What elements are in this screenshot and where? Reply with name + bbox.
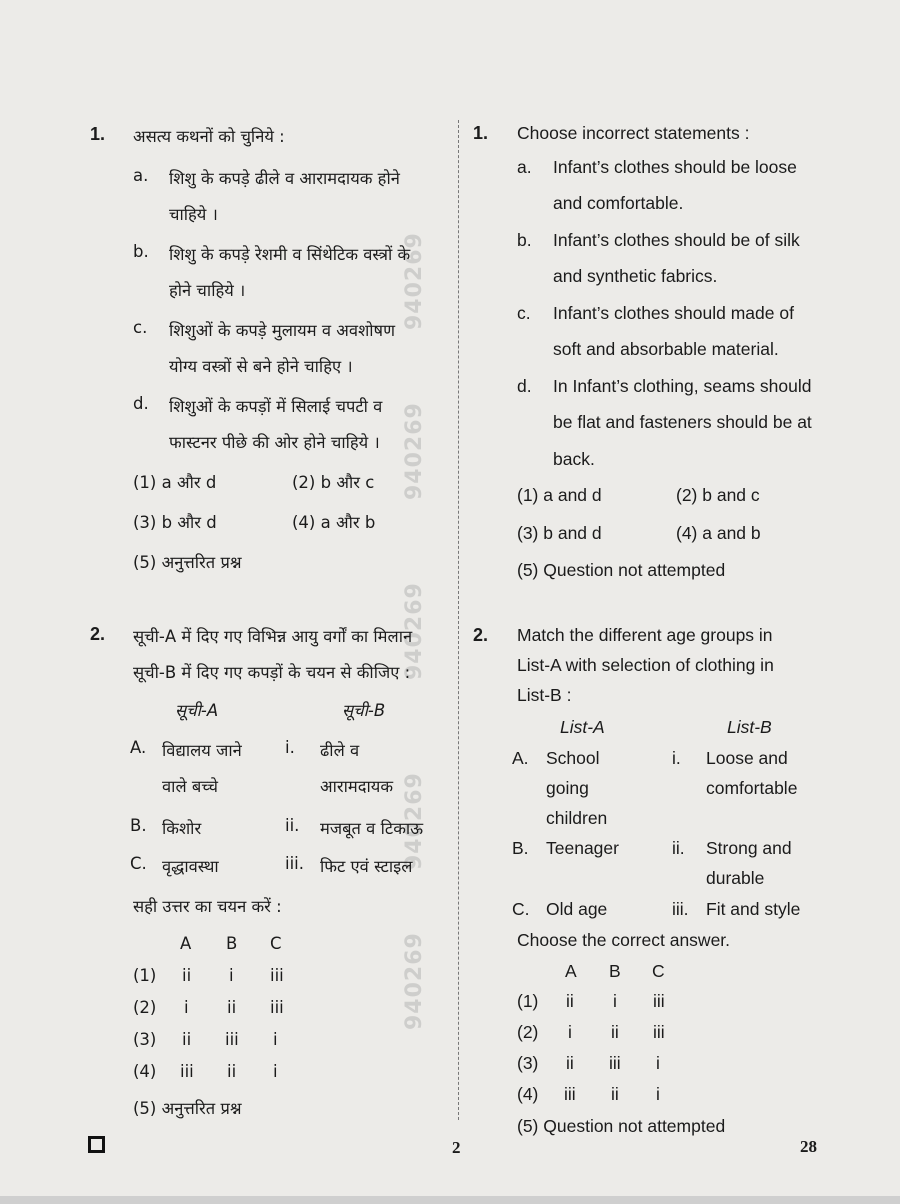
answer-val: i [613,991,617,1011]
column-divider [458,120,459,1120]
option[interactable]: (3) b और d [133,513,217,532]
answer-val: iii [609,1053,621,1073]
instruction: सही उत्तर का चयन करें : [133,897,282,916]
answer-num[interactable]: (2) [133,998,157,1017]
statement-line: soft and absorbable material. [553,339,779,359]
option[interactable]: (3) b and d [517,523,602,543]
question-text: सूची-B में दिए गए कपड़ों के चयन से कीजिए : [133,663,411,682]
list-a-text: children [546,808,608,828]
answer-val: ii [227,1062,237,1081]
list-b-text: फिट एवं स्टाइल [320,857,413,876]
answer-num[interactable]: (4) [133,1062,157,1081]
list-a-header: List-A [560,717,605,737]
statement-line: Infant’s clothes should made of [553,303,794,323]
answer-val: iii [270,966,284,985]
answer-val: i [568,1022,572,1042]
watermark: 940269 [402,582,427,680]
answer-col-header: C [270,934,282,953]
question-number: 2. [473,625,489,645]
answer-num[interactable]: (4) [517,1084,539,1104]
answer-val: ii [566,991,574,1011]
list-a-label: A. [512,748,529,768]
question-text: सूची-A में दिए गए विभिन्न आयु वर्गों का मिलान [133,627,413,646]
statement-line: and synthetic fabrics. [553,266,718,286]
answer-val: ii [227,998,237,1017]
statement-line: होने चाहिये । [169,281,246,300]
answer-val: i [229,966,234,985]
statement-label: a. [517,157,532,177]
list-b-text: ढीले व [320,741,360,760]
list-b-text: आरामदायक [320,777,394,796]
statement-line: back. [553,449,595,469]
list-a-label: C. [130,854,147,873]
option[interactable]: (5) अनुत्तरित प्रश्न [133,553,242,572]
list-b-text: Loose and [706,748,788,768]
list-b-label: i. [672,748,681,768]
watermark: 940269 [402,232,427,330]
statement-label: b. [517,230,532,250]
question-number: 1. [90,124,106,144]
answer-val: iii [564,1084,576,1104]
statement-line: In Infant’s clothing, seams should [553,376,812,396]
instruction: Choose the correct answer. [517,930,731,950]
option[interactable]: (1) a and d [517,485,602,505]
page-number-center: 2 [452,1138,461,1157]
answer-val: i [184,998,189,1017]
watermark: 940269 [402,772,427,870]
answer-num[interactable]: (3) [517,1053,539,1073]
statement-label: b. [133,242,149,261]
question-text: List-A with selection of clothing in [517,655,774,675]
list-a-text: Old age [546,899,608,919]
answer-val: i [656,1084,660,1104]
statement-line: चाहिये । [169,205,218,224]
list-a-label: B. [512,838,529,858]
footer-square-mark [88,1136,105,1153]
option[interactable]: (5) Question not attempted [517,560,726,580]
answer-val: i [273,1062,278,1081]
answer-num[interactable]: (1) [517,991,539,1011]
answer-val: iii [225,1030,239,1049]
answer-num[interactable]: (1) [133,966,157,985]
answer-val: iii [653,991,665,1011]
list-a-text: Teenager [546,838,619,858]
list-a-text: वाले बच्चे [162,777,218,796]
answer-val: iii [270,998,284,1017]
answer-val: iii [180,1062,194,1081]
question-text: Choose incorrect statements : [517,123,750,143]
list-b-header: सूची-B [342,701,386,720]
answer-val: ii [566,1053,574,1073]
answer-val: i [656,1053,660,1073]
answer-col-header: A [565,961,577,981]
list-b-text: Fit and style [706,899,801,919]
answer-col-header: B [226,934,238,953]
statement-line: शिशुओं के कपड़ों में सिलाई चपटी व [169,397,383,416]
answer-val: ii [182,966,192,985]
watermark: 940269 [402,932,427,1030]
answer-num[interactable]: (3) [133,1030,157,1049]
watermark: 940269 [402,402,427,500]
answer-val: ii [611,1022,619,1042]
page-bottom-edge [0,1196,900,1204]
answer-col-header: C [652,961,665,981]
list-b-label: ii. [672,838,685,858]
list-b-label: iii. [672,899,689,919]
option[interactable]: (4) a and b [676,523,761,543]
option[interactable]: (2) b and c [676,485,760,505]
list-b-text: durable [706,868,765,888]
option[interactable]: (2) b और c [292,473,375,492]
option[interactable]: (4) a और b [292,513,376,532]
list-b-header: List-B [727,717,772,737]
statement-line: योग्य वस्त्रों से बने होने चाहिए । [169,357,353,376]
answer-val: i [273,1030,278,1049]
statement-label: d. [517,376,532,396]
option[interactable]: (1) a और d [133,473,217,492]
list-a-text: School [546,748,600,768]
statement-line: शिशुओं के कपड़े मुलायम व अवशोषण [169,321,396,340]
answer-col-header: B [609,961,621,981]
list-a-text: going [546,778,589,798]
list-a-header: सूची-A [175,701,219,720]
statement-line: फास्टनर पीछे की ओर होने चाहिये । [169,433,380,452]
list-b-label: i. [285,738,295,757]
statement-line: शिशु के कपड़े ढीले व आरामदायक होने [169,169,400,188]
answer-col-header: A [180,934,192,953]
statement-label: a. [133,166,149,185]
list-a-label: C. [512,899,530,919]
statement-label: c. [133,318,148,337]
statement-line: Infant’s clothes should be of silk [553,230,800,250]
statement-line: शिशु के कपड़े रेशमी व सिंथेटिक वस्त्रों के [169,245,411,264]
statement-label: c. [517,303,531,323]
question-number: 2. [90,624,106,644]
answer-val: iii [653,1022,665,1042]
option[interactable]: (5) अनुत्तरित प्रश्न [133,1099,242,1118]
list-a-label: B. [130,816,147,835]
answer-val: ii [182,1030,192,1049]
list-b-label: ii. [285,816,300,835]
statement-line: Infant’s clothes should be loose [553,157,797,177]
list-a-label: A. [130,738,147,757]
list-a-text: किशोर [162,819,202,838]
page-number-right: 28 [800,1137,817,1156]
question-text: List-B : [517,685,572,705]
list-b-text: मजबूत व टिकाऊ [320,819,424,838]
question-number: 1. [473,123,489,143]
statement-line: be flat and fasteners should be at [553,412,812,432]
answer-num[interactable]: (2) [517,1022,539,1042]
list-a-text: वृद्धावस्था [162,857,219,876]
question-text: Match the different age groups in [517,625,773,645]
list-b-text: comfortable [706,778,798,798]
option[interactable]: (5) Question not attempted [517,1116,726,1136]
list-a-text: विद्यालय जाने [162,741,242,760]
question-text: असत्य कथनों को चुनिये : [133,127,285,146]
list-b-text: Strong and [706,838,792,858]
list-b-label: iii. [285,854,304,873]
statement-line: and comfortable. [553,193,684,213]
answer-val: ii [611,1084,619,1104]
statement-label: d. [133,394,149,413]
